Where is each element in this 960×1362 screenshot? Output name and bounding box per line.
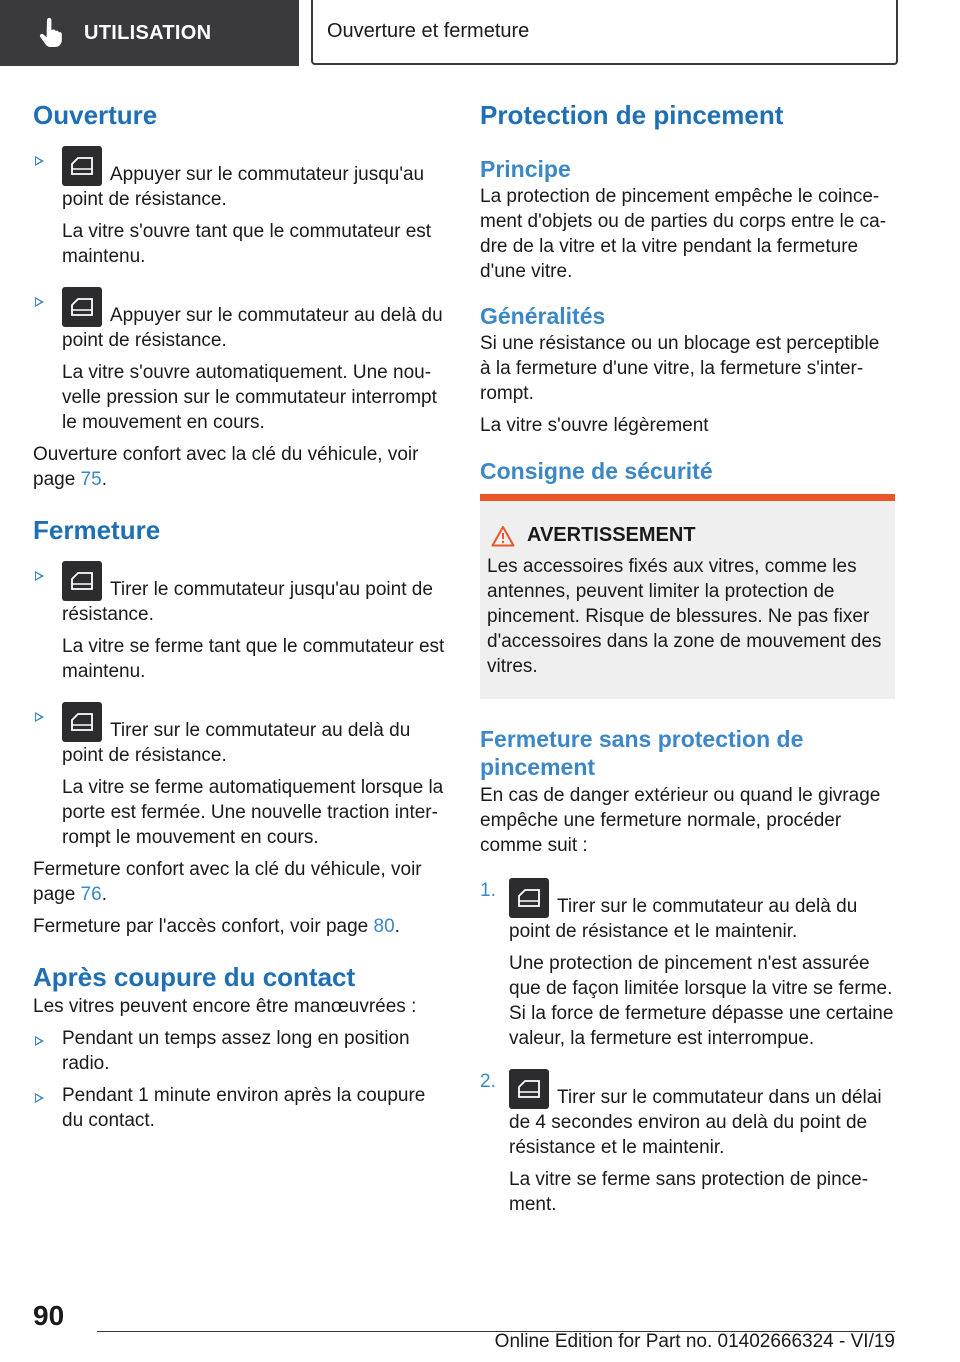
heading-consigne-securite: Consigne de sécurité (480, 458, 713, 484)
generalites-text-2: La vitre s'ouvre légèrement (480, 415, 709, 436)
list-item (480, 878, 895, 1051)
list-item (33, 702, 448, 850)
page-header (0, 0, 960, 66)
list-item-subtext: La vitre se ferme automatiquement lorsque la porte est fermée. Une nouvelle traction interrompt le mouvement en cours. (62, 777, 444, 848)
list-item (33, 146, 448, 269)
principe-text: La protection de pincement empêche le coincement d'objets ou de parties du corps entre le cadre de la vitre et la vitre pendant la fermeture d'une vitre. (480, 186, 887, 282)
left-column (33, 98, 448, 1133)
step-text: Tirer sur le commutateur au delà du point de résistance et le maintenir. (509, 896, 858, 942)
heading-ouverture: Ouverture (33, 100, 158, 130)
sans-protection-intro: En cas de danger extérieur ou quand le givrage empêche une fermeture normale, procéder comme suit : (480, 785, 881, 856)
heading-principe: Principe (480, 156, 571, 182)
window-switch-icon (62, 702, 102, 742)
window-switch-icon (509, 878, 549, 918)
right-column (480, 98, 895, 1217)
bullet-triangle-icon (35, 156, 44, 166)
heading-fermeture: Fermeture (33, 515, 161, 545)
step-subtext: Une protection de pincement n'est assurée que de façon limitée lorsque la vitre se ferme. Si la force de fermeture dépasse une certaine valeur, la fermeture est interrompue. (509, 953, 894, 1049)
list-item-text: Pendant un temps assez long en position radio. (62, 1028, 410, 1074)
list-item-text: Pendant 1 minute environ après la coupure du contact. (62, 1085, 426, 1131)
window-switch-icon (62, 287, 102, 327)
window-switch-icon (509, 1069, 549, 1109)
apres-intro: Les vitres peuvent encore être manœuvrées : (33, 996, 417, 1017)
generalites-text: Si une résistance ou un blocage est perceptible à la fermeture d'une vitre, la fermeture s'interrompt. (480, 333, 880, 404)
section-label: UTILISATION (84, 21, 212, 44)
bullet-triangle-icon (35, 1093, 44, 1103)
step-number: 1. (480, 880, 496, 901)
window-switch-icon (62, 561, 102, 601)
warning-triangle-icon (491, 525, 515, 547)
bullet-triangle-icon (35, 712, 44, 722)
page-number: 90 (33, 1300, 65, 1331)
warning-text: Les accessoires fixés aux vitres, comme les antennes, peuvent limiter la protection de pincement. Risque de blessures. Ne pas fixer d'accessoires dans la zone de mouvement des vitres. (487, 556, 882, 677)
heading-protection-pincement: Protection de pincement (480, 100, 784, 130)
list-item (33, 1083, 448, 1133)
chapter-label: Ouverture et fermeture (327, 20, 530, 42)
page-link[interactable]: 80 (373, 916, 395, 937)
window-switch-icon (62, 146, 102, 186)
list-item-subtext: La vitre s'ouvre tant que le commutateur est maintenu. (62, 221, 432, 267)
list-item-subtext: La vitre se ferme tant que le commutateur est maintenu. (62, 636, 445, 682)
heading-apres-coupure: Après coupure du contact (33, 962, 356, 992)
list-item-text: Appuyer sur le commutateur jusqu'au point de résistance. (62, 164, 425, 210)
heading-fermeture-sans-protection: Fermeture sans protection de pincement (480, 726, 804, 780)
footer-edition-text: Online Edition for Part no. 01402666324 - VI/19 (494, 1331, 895, 1352)
comfort-access-text: Fermeture par l'accès confort, voir page 80. (33, 916, 400, 937)
bullet-triangle-icon (35, 297, 44, 307)
warning-title: AVERTISSEMENT (487, 523, 885, 548)
page-link[interactable]: 75 (80, 469, 102, 490)
list-item (33, 1026, 448, 1076)
page-link[interactable]: 76 (80, 884, 102, 905)
list-item (33, 287, 448, 435)
section-tab (0, 0, 299, 66)
list-item (33, 561, 448, 684)
list-item-text: Appuyer sur le commutateur au delà du point de résistance. (62, 305, 443, 351)
bullet-triangle-icon (35, 1036, 44, 1046)
step-subtext: La vitre se ferme sans protection de pincement. (509, 1169, 869, 1215)
comfort-closing-text: Fermeture confort avec la clé du véhicule, voir page 76. (33, 859, 422, 905)
list-item-subtext: La vitre s'ouvre automatiquement. Une nouvelle pression sur le commutateur interrompt le mouvement en cours. (62, 362, 437, 433)
hand-pointer-icon (38, 18, 64, 48)
step-text: Tirer sur le commutateur dans un délai de 4 secondes environ au delà du point de résistance et le maintenir. (509, 1087, 882, 1158)
comfort-opening-text: Ouverture confort avec la clé du véhicule, voir page 75. (33, 444, 419, 490)
chapter-tab (311, 0, 898, 65)
list-item (480, 1069, 895, 1217)
step-number: 2. (480, 1071, 496, 1092)
list-item-text: Tirer le commutateur jusqu'au point de résistance. (62, 579, 433, 625)
warning-box (480, 494, 895, 699)
bullet-triangle-icon (35, 571, 44, 581)
heading-generalites: Généralités (480, 303, 606, 329)
list-item-text: Tirer sur le commutateur au delà du point de résistance. (62, 720, 411, 766)
